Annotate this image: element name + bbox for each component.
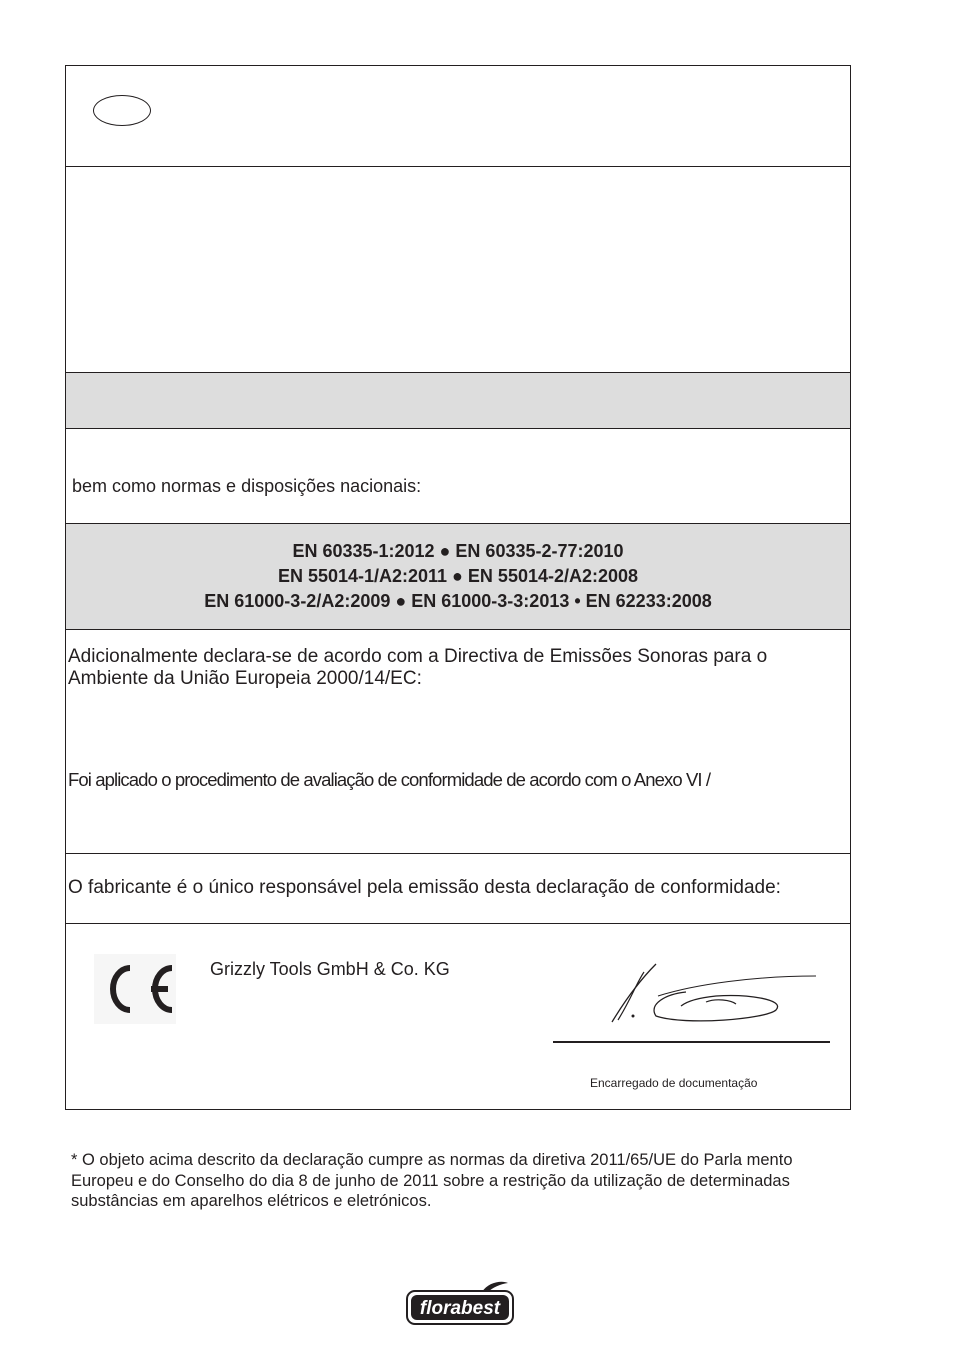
national-standards-row bbox=[66, 429, 850, 524]
rohs-footnote: * O objeto acima descrito da declaração cumpre as normas da diretiva 2011/65/UE do Parla mento Europeu e do Conselho do dia 8 de junho de 2011 sobre a restrição da utilização de determinadas substâncias em aparelhos elétricos e eletrónicos. bbox=[71, 1151, 793, 1210]
company-name: Grizzly Tools GmbH & Co. KG bbox=[210, 959, 450, 979]
signature-icon bbox=[596, 954, 836, 1034]
signature-caption: Encarregado de documentação bbox=[590, 1076, 758, 1090]
product-description-row bbox=[66, 167, 850, 373]
florabest-logo-icon bbox=[404, 1280, 516, 1326]
standards-line-1: EN 60335-1:2012 ● EN 60335-2-77:2010 bbox=[292, 541, 624, 561]
country-code-oval bbox=[93, 95, 151, 126]
standards-list bbox=[66, 539, 850, 614]
harmonised-standards-row bbox=[66, 524, 850, 630]
directives-row bbox=[66, 373, 850, 429]
standards-line-3: EN 61000-3-2/A2:2009 ● EN 61000-3-3:2013 • EN 62233:2008 bbox=[204, 591, 712, 611]
standards-line-2: EN 55014-1/A2:2011 ● EN 55014-2/A2:2008 bbox=[277, 566, 639, 586]
declaration-frame bbox=[65, 65, 851, 1110]
conformity-procedure-text: Foi aplicado o procedimento de avaliação de conformidade de acordo com o Anexo VI / bbox=[68, 769, 711, 790]
country-code-row bbox=[66, 66, 850, 167]
national-standards-label: bem como normas e disposições nacionais: bbox=[72, 476, 422, 496]
signature-line bbox=[553, 1041, 830, 1043]
ce-mark-icon bbox=[94, 954, 176, 1024]
noise-directive-text: Adicionalmente declara-se de acordo com a Directiva de Emissões Sonoras para o Ambiente da União Europeia 2000/14/EC: bbox=[68, 646, 768, 689]
signature-row bbox=[66, 924, 850, 1109]
manufacturer-statement-row bbox=[66, 854, 850, 924]
svg-text:florabest: florabest bbox=[419, 1298, 501, 1319]
noise-directive-row bbox=[66, 630, 850, 854]
manufacturer-statement: O fabricante é o único responsável pela emissão desta declaração de conformidade: bbox=[68, 877, 781, 898]
